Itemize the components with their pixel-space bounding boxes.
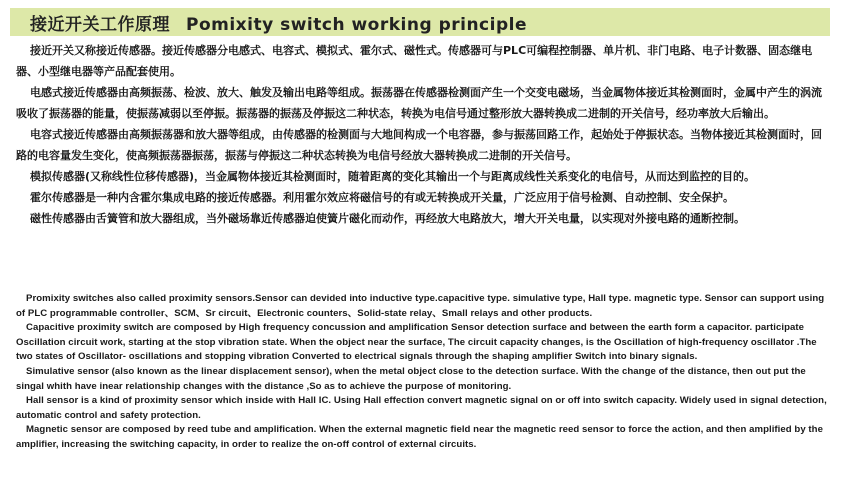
title-zh: 接近开关工作原理 (30, 14, 170, 35)
zh-paragraph-inductive: 电感式接近传感器由高频振荡、检波、放大、触发及输出电路等组成。振荡器在传感器检测面产生一个交变电磁场，当金属物体接近其检测面时，金属中产生的涡流吸收了振荡器的能量，使振荡减弱以至停振。振荡器的振荡及停振这二种状态，转换为电信号通过整形放大器转换成二进制的开关信号，经功率放大后输出。 (16, 86, 822, 120)
zh-paragraph-simulative: 模拟传感器(又称线性位移传感器)，当金属物体接近其检测面时，随着距离的变化其输出一个与距离成线性关系变化的电信号，从而达到监控的目的。 (30, 170, 756, 183)
zh-paragraph-intro: 接近开关又称接近传感器。接近传感器分电感式、电容式、模拟式、霍尔式、磁性式。传感器可与PLC可编程控制器、单片机、非门电路、电子计数器、固态继电器、小型继电器等产品配套使用。 (16, 44, 813, 78)
zh-paragraph-hall: 霍尔传感器是一种内含霍尔集成电路的接近传感器。利用霍尔效应将磁信号的有或无转换成开关量，广泛应用于信号检测、自动控制、安全保护。 (30, 191, 734, 204)
zh-paragraph-capacitive: 电容式接近传感器由高频振荡器和放大器等组成，由传感器的检测面与大地间构成一个电容器，参与振荡回路工作，起始处于停振状态。当物体接近其检测面时，回路的电容量发生变化，使高频振荡器振荡，振荡与停振这二种状态转换为电信号经放大器转换成二进制的开关信号。 (16, 128, 822, 162)
en-paragraph-intro: Promixity switches also called proximity sensors.Sensor can devided into inductive type.capacitive type. simulative type, Hall type. magnetic type. Sensor can support using of PLC programmable controller、SCM、Sr circuit、Electronic counters、Solid-state relay、Small relays and other products. (16, 293, 825, 319)
chinese-description (16, 40, 828, 229)
english-description (16, 292, 828, 453)
page-title (30, 10, 527, 35)
en-paragraph-magnetic: Magnetic sensor are composed by reed tube and amplification. When the external magnetic field near the magnetic reed sensor to force the action, and then amplified by the amplifier, increasing the switching capacity, in order to realize the on-off control of external circuits. (16, 424, 823, 450)
title-en: Pomixity switch working principle (186, 14, 527, 35)
header-bar (10, 8, 830, 36)
en-paragraph-simulative: Simulative sensor (also known as the linear displacement sensor), when the metal object close to the detection surface. With the change of the distance, then out put the singal whith have inear relationship changes with the distance ,So as to achieve the purpose of monitoring. (16, 365, 806, 392)
en-paragraph-hall: Hall sensor is a kind of proximity sensor which inside with Hall IC. Using Hall effection convert magnetic signal on or off into switch capacity. Widely used in signal detection, automatic control and safety protection. (16, 395, 827, 421)
zh-paragraph-magnetic: 磁性传感器由舌簧管和放大器组成，当外磁场靠近传感器迫使簧片磁化而动作，再经放大电路放大，增大开关电量，以实现对外接电路的通断控制。 (30, 212, 745, 225)
en-paragraph-capacitive: Capacitive proximity switch are composed by High frequency concussion and amplification Sensor detection surface and between the earth form a capacitor. participate Oscillation circuit work, starting at the stop vibration state. When the object near the surface, The circuit capacity changes, is the Oscillation of high-frequency oscillator .The two states of Oscillator- oscillations and stopping vibration Converted to electrical signals through the shaping amplifier Switch into binary signals. (16, 322, 817, 363)
